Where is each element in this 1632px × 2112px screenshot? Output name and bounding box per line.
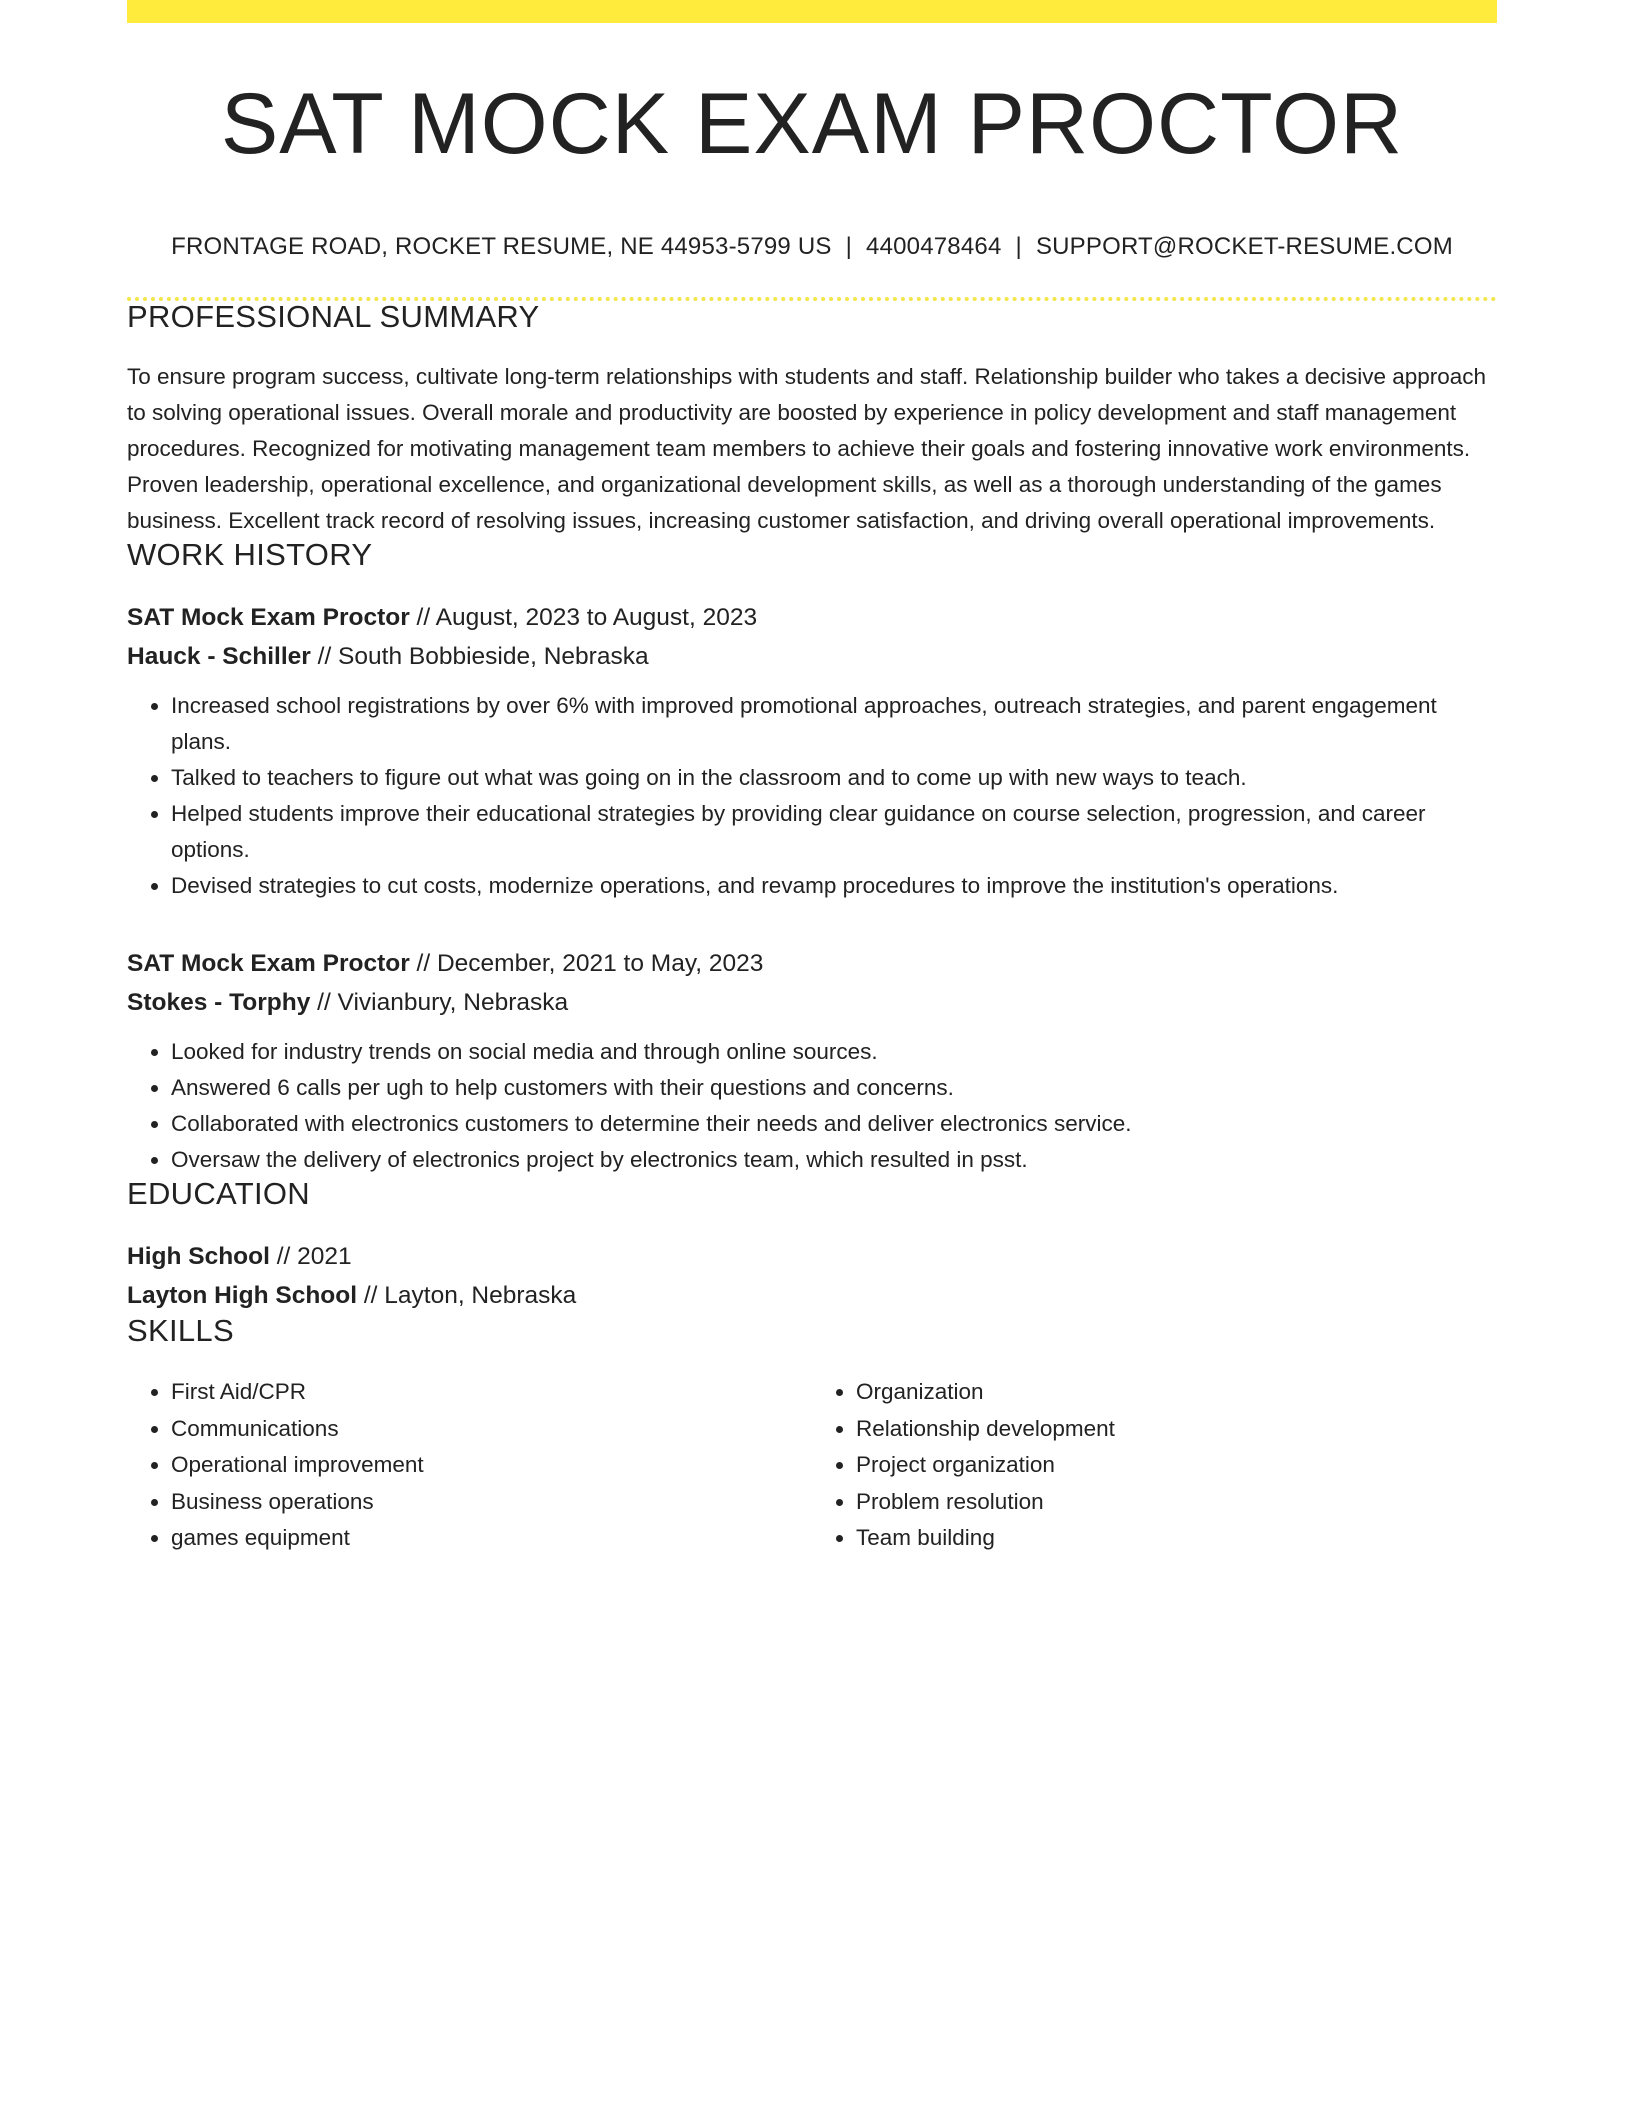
section-title-work: WORK HISTORY: [127, 537, 373, 572]
job-location: // South Bobbieside, Nebraska: [310, 643, 649, 670]
list-item: • Helped students improve their educational strategies by providing clear guidance on course selection, progression, and career options.: [171, 796, 1497, 868]
job-company-line: [127, 983, 1497, 1022]
list-item: • Problem resolution: [856, 1484, 1497, 1521]
job-company: Hauck - Schiller: [127, 643, 311, 670]
list-item: • Project organization: [856, 1447, 1497, 1484]
resume-name: SAT MOCK EXAM PROCTOR: [220, 76, 1404, 172]
contact-separator: |: [845, 233, 853, 260]
education-school-line: [127, 1276, 1497, 1315]
education-degree-line: [127, 1237, 1497, 1276]
contact-line: [127, 233, 1497, 261]
job-entry: [127, 598, 1497, 904]
list-item: • Organization: [856, 1374, 1497, 1411]
education-school: Layton High School: [127, 1282, 358, 1309]
job-bullets: [127, 688, 1497, 904]
job-bullets: [127, 1034, 1497, 1178]
list-item: • Relationship development: [856, 1411, 1497, 1448]
list-item: • Communications: [171, 1411, 812, 1448]
job-location: // Vivianbury, Nebraska: [310, 989, 569, 1016]
education-entry: [127, 1237, 1497, 1315]
job-company: Stokes - Torphy: [127, 989, 311, 1016]
list-item: • Devised strategies to cut costs, modernize operations, and revamp procedures to improve the institution's operations.: [171, 868, 1497, 904]
list-item: • Answered 6 calls per ugh to help customers with their questions and concerns.: [171, 1070, 1497, 1106]
list-item: • Looked for industry trends on social media and through online sources.: [171, 1034, 1497, 1070]
list-item: • Operational improvement: [171, 1447, 812, 1484]
education-location: // Layton, Nebraska: [357, 1282, 577, 1309]
contact-separator: |: [1015, 233, 1022, 260]
skills-columns: [127, 1374, 1497, 1557]
list-item: • Collaborated with electronics customers to determine their needs and deliver electronics service.: [171, 1106, 1497, 1142]
skills-list-left: [127, 1374, 812, 1557]
list-item: • Increased school registrations by over 6% with improved promotional approaches, outreach strategies, and parent engagement plans.: [171, 688, 1497, 760]
list-item: • Talked to teachers to figure out what was going on in the classroom and to come up with new ways to teach.: [171, 760, 1497, 796]
summary-text: To ensure program success, cultivate long-term relationships with students and staff. Relationship builder who takes a decisive approach to solving operational issues. Overall morale and productivity are boosted by experience in policy development and staff management procedures. Recognized for motivating management team members to achieve their goals and fostering innovative work environments. Proven leadership, operational excellence, and organizational development skills, as well as a thorough understanding of the games business. Excellent track record of resolving issues, increasing customer satisfaction, and driving overall operational improvements.: [127, 364, 1487, 533]
list-item: • Oversaw the delivery of electronics project by electronics team, which resulted in psst.: [171, 1142, 1497, 1178]
contact-email: SUPPORT@ROCKET-RESUME.COM: [1035, 233, 1453, 260]
education-year: // 2021: [269, 1243, 352, 1270]
job-dates: // August, 2023 to August, 2023: [409, 604, 758, 631]
job-company-line: [127, 637, 1497, 676]
job-role-line: [127, 598, 1497, 637]
job-role: SAT Mock Exam Proctor: [127, 950, 410, 977]
skills-list-right: [812, 1374, 1497, 1557]
list-item: • games equipment: [171, 1520, 812, 1557]
resume-page: [127, 0, 1497, 1557]
job-role-line: [127, 944, 1497, 983]
section-title-education: EDUCATION: [127, 1176, 310, 1211]
list-item: • First Aid/CPR: [171, 1374, 812, 1411]
accent-bar: [127, 0, 1497, 23]
contact-address: FRONTAGE ROAD, ROCKET RESUME, NE 44953-5799 US: [171, 233, 832, 260]
section-title-summary: PROFESSIONAL SUMMARY: [127, 299, 540, 334]
section-title-skills: SKILLS: [127, 1313, 234, 1348]
job-dates: // December, 2021 to May, 2023: [409, 950, 764, 977]
job-entry: [127, 944, 1497, 1178]
education-degree: High School: [127, 1243, 270, 1270]
list-item: • Team building: [856, 1520, 1497, 1557]
list-item: • Business operations: [171, 1484, 812, 1521]
job-role: SAT Mock Exam Proctor: [127, 604, 410, 631]
contact-phone: 4400478464: [866, 233, 1002, 260]
